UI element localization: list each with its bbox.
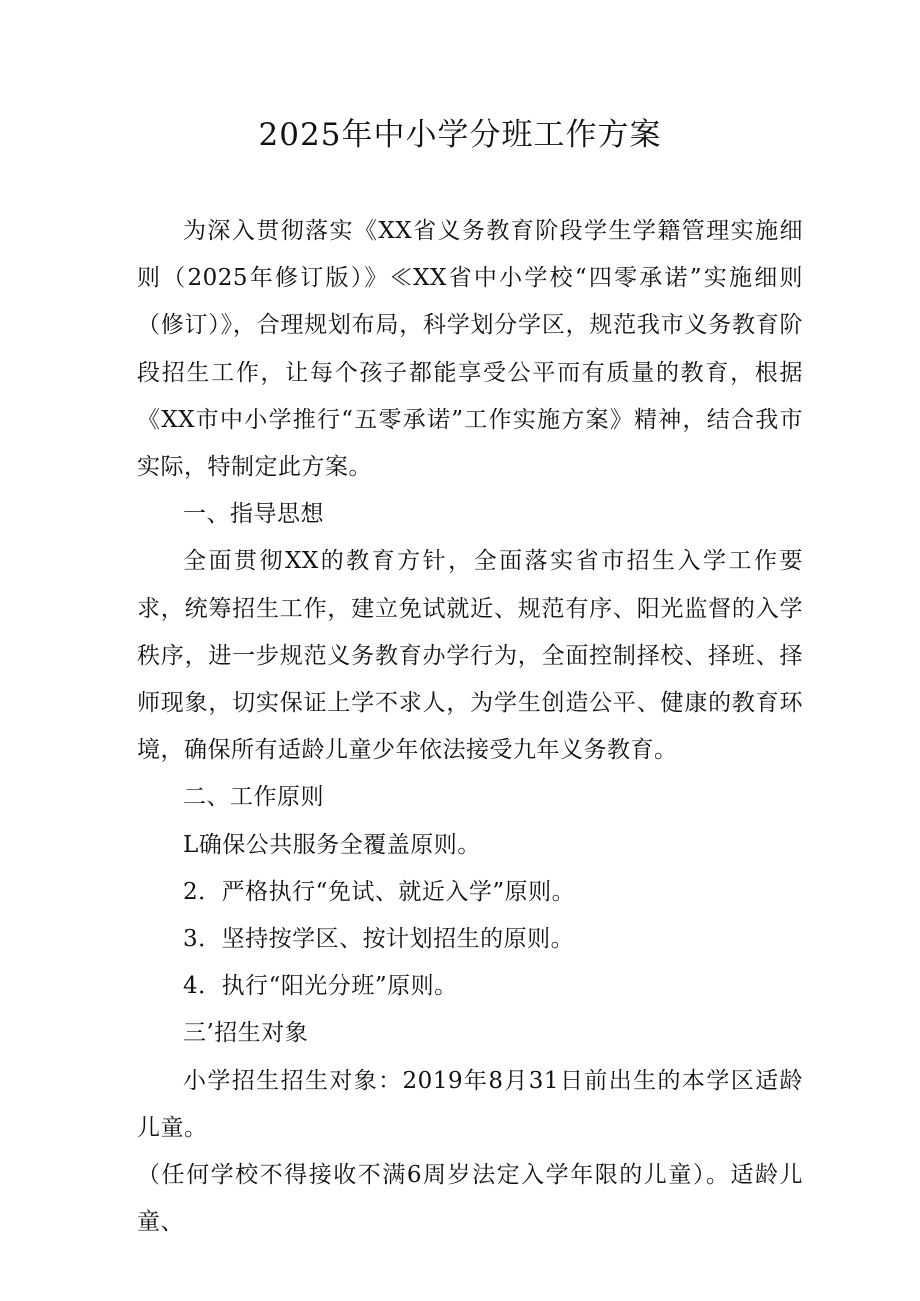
enrollment-targets-continuation: （任何学校不得接收不满6周岁法定入学年限的儿童）。适龄儿童、	[137, 1162, 803, 1236]
section-heading-enrollment-targets: 三’招生对象	[183, 1020, 309, 1047]
principle-item-3: 3．坚持按学区、按计划招生的原则。	[183, 926, 575, 953]
document-title: 2025年中小学分班工作方案	[258, 117, 662, 153]
section-heading-work-principles: 二、工作原则	[183, 784, 324, 811]
section-heading-guiding-thought: 一、指导思想	[183, 501, 324, 528]
enrollment-targets-paragraph: 小学招生招生对象：2019年8月31日前出生的本学区适龄儿童。	[137, 1067, 803, 1141]
principle-item-2: 2．严格执行“免试、就近入学”原则。	[183, 878, 576, 905]
guiding-thought-paragraph: 全面贯彻XX的教育方针，全面落实省市招生入学工作要求，统筹招生工作，建立免试就近、规范有序、阳光监督的入学秩序，进一步规范义务教育办学行为，全面控制择校、择班、择师现象，切实保证上学不求人，为学生创造公平、健康的教育环境，确保所有适龄儿童少年依法接受九年义务教育。	[137, 548, 803, 764]
document-body	[137, 208, 803, 1246]
principle-item-4: 4．执行“阳光分班”原则。	[183, 973, 458, 1000]
intro-paragraph: 为深入贯彻落实《XX省义务教育阶段学生学籍管理实施细则（2025年修订版）》≪XX省中小学校“四零承诺”实施细则（修订）》，合理规划布局，科学划分学区，规范我市义务教育阶段招生工作，让每个孩子都能享受公平而有质量的教育，根据《XX市中小学推行“五零承诺”工作实施方案》精神，结合我市实际，特制定此方案。	[137, 218, 803, 481]
principle-item-1: L确保公共服务全覆盖原则。	[183, 831, 481, 858]
